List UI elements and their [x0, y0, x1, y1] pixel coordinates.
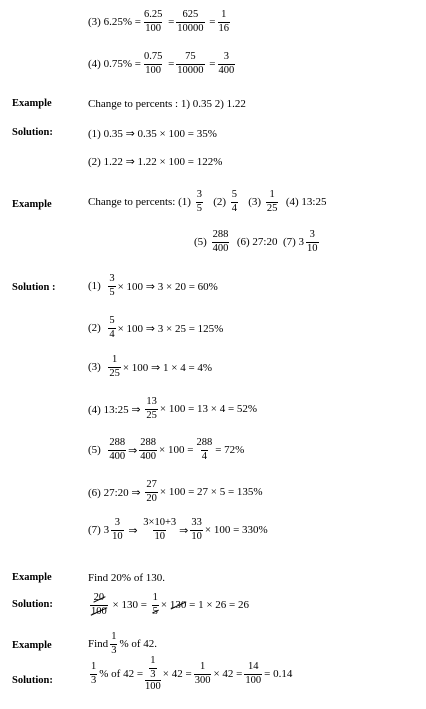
solution-line-1: [88, 593, 249, 617]
item-text: (2): [213, 196, 227, 208]
fraction: $\frac{33}{10}$: [191, 517, 202, 542]
solution-label: Solution:: [12, 675, 53, 686]
fraction: $\frac{1}{3}$: [91, 661, 97, 686]
solution-line-1: [88, 274, 218, 298]
solution-line-5: [88, 438, 244, 462]
implies: ⇒: [128, 524, 138, 537]
solution-line-2: [88, 316, 223, 340]
line-mid: × 100 =: [159, 444, 194, 456]
line-rest: × 100 ⇒ 1 × 4 = 4%: [122, 361, 213, 374]
solution-line-6: [88, 480, 263, 504]
item-text: (5): [194, 236, 207, 248]
line-rest: × 100 = 330%: [204, 524, 268, 536]
fraction: $\frac{1}{5}$: [152, 592, 158, 617]
solution-line-4: [88, 397, 257, 421]
implies: ⇒: [128, 444, 138, 457]
fraction: $\frac{3\times 10+3}{10}$: [143, 517, 177, 542]
implies: ⇒: [179, 524, 189, 537]
fraction: $\frac{20}{100}$: [91, 592, 107, 617]
item-text: (7) 3: [282, 236, 305, 248]
solution-label: Solution:: [12, 127, 53, 138]
fraction: $\frac{27}{20}$: [146, 479, 157, 504]
line-rest: = 72%: [215, 444, 245, 456]
line-rest: × 100 = 13 × 4 = 52%: [159, 403, 258, 415]
fraction: $\frac{288}{400}$: [212, 229, 229, 254]
item-text: (3): [248, 196, 262, 208]
fraction: $\frac{288}{400}$: [140, 437, 157, 462]
row-lead: (3) 6.25% =: [88, 16, 141, 28]
conversion-row-3: (3) 6.25% = $\frac{6.25}{100}$ = $\frac{625}{10000}$ = $\frac{1}{16}$: [88, 9, 230, 34]
solution-line-1: (1) 0.35 ⇒ 0.35 × 100 = 35%: [88, 128, 217, 140]
solution-label: Solution:: [12, 599, 53, 610]
line-tag: (3): [88, 361, 101, 373]
fraction: $\frac{5}{4}$: [109, 315, 115, 340]
line-mid: ×: [160, 599, 168, 611]
fraction: $\frac{0.75}{100}$: [143, 51, 163, 76]
line-mid: % of 42 =: [99, 668, 144, 681]
item-text: Find: [88, 638, 109, 650]
solution-line-3: [88, 355, 212, 379]
fraction: $\frac{14}{100}$: [245, 661, 262, 686]
fraction: $\frac{13}{25}$: [146, 396, 157, 421]
line-rest: × 100 = 27 × 5 = 135%: [159, 486, 263, 498]
fraction: $\frac{1}{300}$: [194, 661, 211, 686]
solution-line-1: [88, 656, 292, 693]
fraction: $\frac{3}{5}$: [196, 189, 202, 214]
fraction: $\frac{1}{3}$: [150, 655, 156, 680]
line-tag: (6) 27:20 ⇒: [88, 486, 141, 499]
example-items-row-1: [88, 190, 326, 214]
line-tag: (7) 3: [88, 524, 110, 536]
example-label: Example: [12, 640, 52, 651]
example-text: [88, 632, 157, 656]
item-text: % of 42.: [119, 638, 158, 650]
solution-line-7: [88, 518, 268, 542]
example-label: Example: [12, 199, 52, 210]
fraction: $\frac{3}{400}$: [218, 51, 235, 76]
fraction: $\frac{288}{4}$: [196, 437, 213, 462]
item-text: (6) 27:20: [236, 236, 278, 248]
fraction: $\frac{1}{3}$: [111, 631, 117, 656]
solution-label: Solution :: [12, 282, 56, 293]
item-text: Change to percents: (1): [88, 196, 191, 208]
fraction: $\frac{288}{400}$: [109, 437, 126, 462]
line-tag: (1): [88, 280, 101, 292]
fraction: $\frac{1}{16}$: [218, 9, 230, 34]
conversion-row-4: (4) 0.75% = $\frac{0.75}{100}$ = $\frac{75}{10000}$ = $\frac{3}{400}$: [88, 51, 235, 76]
example-items-row-2: [194, 230, 321, 254]
fraction: $\frac{5}{4}$: [231, 189, 238, 214]
line-mid: × 130 =: [112, 599, 147, 611]
fraction: $\frac{3}{10}$: [307, 229, 318, 254]
line-tag: (4) 13:25 ⇒: [88, 403, 141, 416]
nested-fraction: [145, 656, 161, 693]
fraction: $\frac{1}{25}$: [266, 189, 278, 214]
solution-line-2: (2) 1.22 ⇒ 1.22 × 100 = 122%: [88, 156, 223, 168]
line-rest: = 1 × 26 = 26: [189, 599, 250, 611]
fraction-denominator: 100: [145, 681, 161, 692]
fraction: $\frac{75}{10000}$: [177, 51, 204, 76]
item-text: (4) 13:25: [285, 196, 327, 208]
fraction: $\frac{3}{5}$: [109, 273, 115, 298]
fraction: $\frac{625}{10000}$: [177, 9, 204, 34]
fraction: $\frac{6.25}{100}$: [143, 9, 163, 34]
example-text: Change to percents : 1) 0.35 2) 1.22: [88, 98, 246, 110]
line-mid: × 42 =: [213, 668, 243, 681]
line-rest: = 0.14: [264, 668, 293, 681]
cancelled-value: 130: [169, 599, 187, 611]
line-rest: × 100 ⇒ 3 × 25 = 125%: [117, 322, 224, 335]
line-tag: (5): [88, 444, 101, 456]
row-lead: (4) 0.75% =: [88, 58, 141, 70]
example-label: Example: [12, 572, 52, 583]
line-tag: (2): [88, 322, 101, 334]
fraction: $\frac{1}{25}$: [109, 354, 120, 379]
line-rest: × 100 ⇒ 3 × 20 = 60%: [117, 280, 218, 293]
example-label: Example: [12, 98, 52, 109]
fraction: $\frac{3}{10}$: [112, 517, 123, 542]
example-text: Find 20% of 130.: [88, 572, 165, 584]
line-mid: × 42 =: [162, 668, 192, 681]
